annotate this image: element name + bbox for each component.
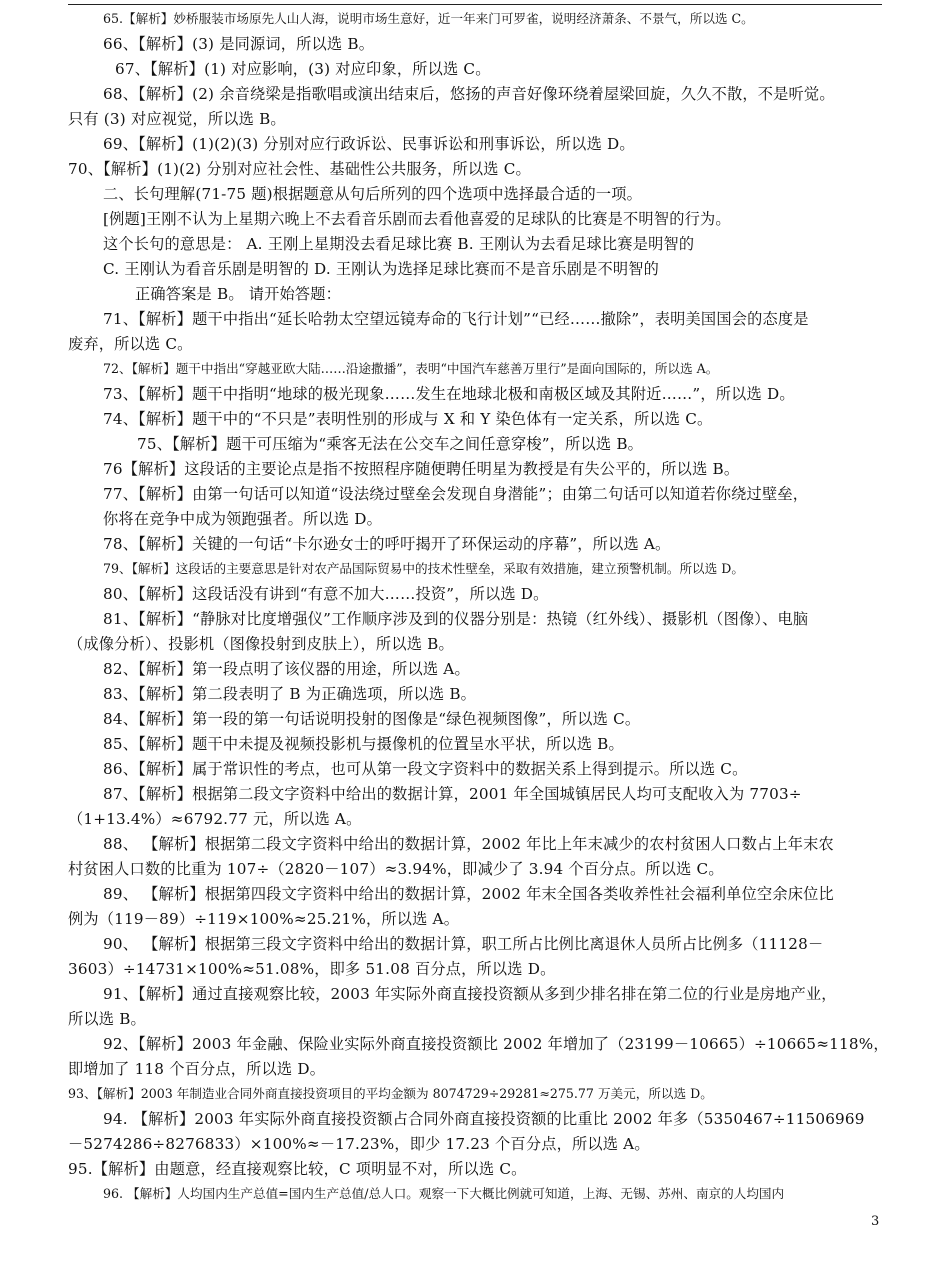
text-line: 85、【解析】题干中未提及视频投影机与摄像机的位置呈水平状，所以选 B。 <box>103 735 624 753</box>
text-line: 83、【解析】第二段表明了 B 为正确选项，所以选 B。 <box>103 685 477 703</box>
text-line: 75、【解析】题干可压缩为“乘客无法在公交车之间任意穿梭”，所以选 B。 <box>137 435 644 453</box>
text-line: [例题]王刚不认为上星期六晚上不去看音乐剧而去看他喜爱的足球队的比赛是不明智的行为。 <box>103 210 731 228</box>
text-line: 70、【解析】(1)(2) 分别对应社会性、基础性公共服务，所以选 C。 <box>68 160 531 178</box>
text-line: 82、【解析】第一段点明了该仪器的用途，所以选 A。 <box>103 660 470 678</box>
text-line: 65.【解析】妙桥服装市场原先人山人海，说明市场生意好，近一年来门可罗雀，说明经济萧条、不景气，所以选 C。 <box>103 11 754 26</box>
text-line: 3603）÷14731×100%≈51.08%，即多 51.08 百分点，所以选 D。 <box>68 960 556 978</box>
text-line: C. 王刚认为看音乐剧是明智的 D. 王刚认为选择足球比赛而不是音乐剧是不明智的 <box>103 260 660 278</box>
text-line: 96. 【解析】人均国内生产总值=国内生产总值/总人口。观察一下大概比例就可知道，上海、无锡、苏州、南京的人均国内 <box>103 1186 785 1201</box>
text-line: 废弃，所以选 C。 <box>68 335 193 353</box>
text-line: 69、【解析】(1)(2)(3) 分别对应行政诉讼、民事诉讼和刑事诉讼，所以选 D。 <box>103 135 635 153</box>
text-line: 92、【解析】2003 年金融、保险业实际外商直接投资额比 2002 年增加了（23199－10665）÷10665≈118%， <box>103 1035 889 1053</box>
text-line: 80、【解析】这段话没有讲到“有意不加大……投资”，所以选 D。 <box>103 585 549 603</box>
text-line: 68、【解析】(2) 余音绕梁是指歌唱或演出结束后，悠扬的声音好像环绕着屋梁回旋，久久不散，不是听觉。 <box>103 85 835 103</box>
text-line: 89、 【解析】根据第四段文字资料中给出的数据计算，2002 年末全国各类收养性社会福利单位空余床位比 <box>103 885 834 903</box>
text-line: 86、【解析】属于常识性的考点，也可从第一段文字资料中的数据关系上得到提示。所以选 C。 <box>103 760 748 778</box>
text-line: 81、【解析】“静脉对比度增强仪”工作顺序涉及到的仪器分别是：热镜（红外线）、摄影机（图像）、电脑 <box>103 610 809 628</box>
text-line: 78、【解析】关键的一句话“卡尔逊女士的呼吁揭开了环保运动的序幕”，所以选 A。 <box>103 535 671 553</box>
text-line: 66、【解析】(3) 是同源词，所以选 B。 <box>103 35 375 53</box>
text-line: 88、 【解析】根据第二段文字资料中给出的数据计算，2002 年比上年末减少的农村贫困人口数占上年末农 <box>103 835 834 853</box>
page-number: 3 <box>871 1214 880 1229</box>
text-line: 77、【解析】由第一句话可以知道“设法绕过壁垒会发现自身潜能”；由第二句话可以知道若你绕过壁垒， <box>103 485 809 503</box>
text-line: 91、【解析】通过直接观察比较，2003 年实际外商直接投资额从多到少排名排在第二位的行业是房地产业， <box>103 985 837 1003</box>
text-line: 76【解析】这段话的主要论点是指不按照程序随便聘任明星为教授是有失公平的，所以选 B。 <box>103 460 740 478</box>
text-line: 只有 (3) 对应视觉，所以选 B。 <box>68 110 286 128</box>
text-line: 即增加了 118 个百分点，所以选 D。 <box>68 1060 326 1078</box>
text-line: 95.【解析】由题意，经直接观察比较，C 项明显不对，所以选 C。 <box>68 1160 527 1178</box>
text-line: 你将在竞争中成为领跑强者。所以选 D。 <box>103 510 382 528</box>
text-line: （1+13.4%）≈6792.77 元，所以选 A。 <box>68 810 362 828</box>
text-line: 67、【解析】(1) 对应影响，(3) 对应印象，所以选 C。 <box>115 60 491 78</box>
text-line: －5274286÷8276833）×100%≈－17.23%，即少 17.23 个百分点，所以选 A。 <box>68 1135 650 1153</box>
text-line: （成像分析）、投影机（图像投射到皮肤上），所以选 B。 <box>68 635 454 653</box>
text-line: 村贫困人口数的比重为 107÷（2820－107）≈3.94%，即减少了 3.94 个百分点。所以选 C。 <box>68 860 724 878</box>
text-line: 94. 【解析】2003 年实际外商直接投资额占合同外商直接投资额的比重比 2002 年多（5350467÷11506969 <box>103 1110 865 1128</box>
text-line: 90、 【解析】根据第三段文字资料中给出的数据计算，职工所占比例比离退休人员所占比例多（11128－ <box>103 935 824 953</box>
text-line: 73、【解析】题干中指明“地球的极光现象……发生在地球北极和南极区域及其附近……”，所以选 D。 <box>103 385 795 403</box>
text-line: 93、【解析】2003 年制造业合同外商直接投资项目的平均金额为 8074729÷29281≈275.77 万美元，所以选 D。 <box>68 1086 713 1101</box>
text-line: 84、【解析】第一段的第一句话说明投射的图像是“绿色视频图像”，所以选 C。 <box>103 710 641 728</box>
text-line: 二、长句理解(71-75 题)根据题意从句后所列的四个选项中选择最合适的一项。 <box>103 185 643 203</box>
text-line: 所以选 B。 <box>68 1010 146 1028</box>
text-line: 例为（119－89）÷119×100%≈25.21%，所以选 A。 <box>68 910 460 928</box>
header-rule <box>68 4 882 5</box>
text-line: 74、【解析】题干中的“不只是”表明性别的形成与 X 和 Y 染色体有一定关系，所以选 C。 <box>103 410 713 428</box>
text-line: 87、【解析】根据第二段文字资料中给出的数据计算，2001 年全国城镇居民人均可支配收入为 7703÷ <box>103 785 802 803</box>
text-line: 正确答案是 B。 请开始答题： <box>135 285 342 303</box>
text-line: 71、【解析】题干中指出“延长哈勃太空望远镜寿命的飞行计划”“已经……撤除”，表明美国国会的态度是 <box>103 310 809 328</box>
text-line: 这个长句的意思是： A. 王刚上星期没去看足球比赛 B. 王刚认为去看足球比赛是明智的 <box>103 235 695 253</box>
text-line: 79、【解析】这段话的主要意思是针对农产品国际贸易中的技术性壁垒，采取有效措施，建立预警机制。所以选 D。 <box>103 561 744 576</box>
text-line: 72、【解析】题干中指出“穿越亚欧大陆……沿途撒播”，表明“中国汽车慈善万里行”是面向国际的，所以选 A。 <box>103 361 719 376</box>
